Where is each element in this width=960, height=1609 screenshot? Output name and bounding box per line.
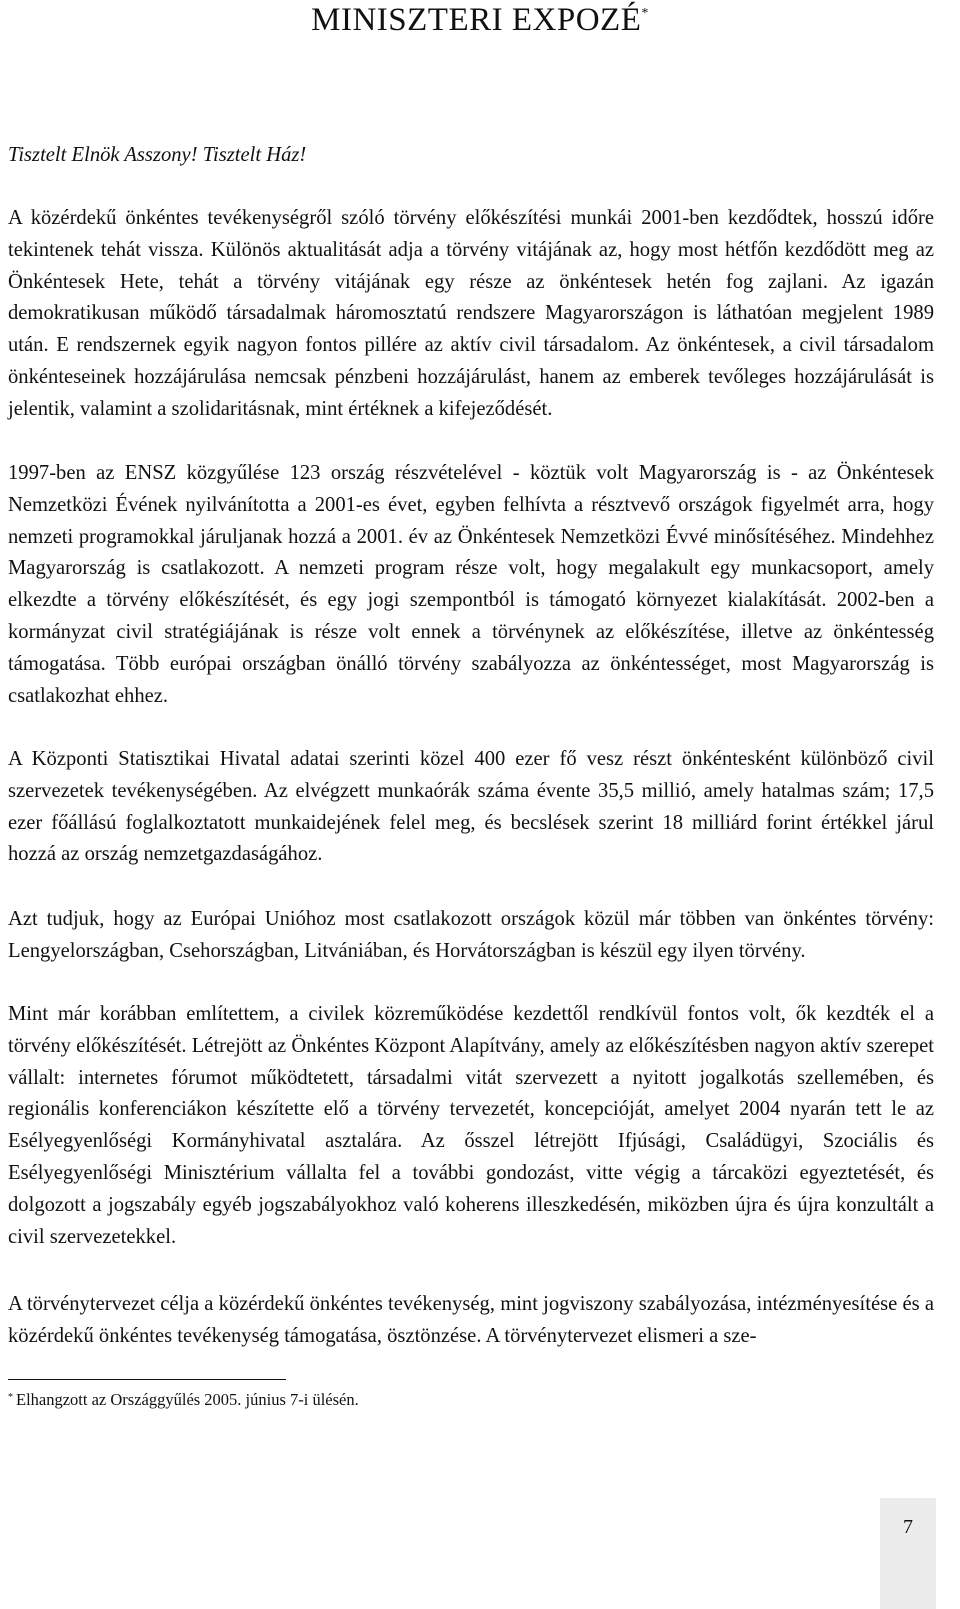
paragraph-5: Mint már korábban említettem, a civilek közreműködése kezdettől rendkívül fontos volt, ők kezdték el a törvény előkészítését. Létrejött az Önkéntes Központ Alapítvány, amely az előkészítésben nagyon aktív szerepet vállalt: internetes fórumot működtetett, társadalmi vitát szervezett a nyitott jogalkotás szellemében, és regionális konferenciákon készítette elő a törvény tervezetét, koncepcióját, amelyet 2004 nyarán tett le az Esélyegyenlőségi Kormányhivatal asztalára. Az ősszel létrejött Ifjúsági, Családügyi, Szociális és Esélyegyenlőségi Minisztérium vállalta fel a további gondozást, vitte végig a tárcaközi egyeztetését, és dolgozott a jogszabály egyéb jogszabályokhoz való koherens illeszkedésén, miközben újra és újra konzultált a civil szervezetekkel. <box>8 1003 934 1248</box>
footnote-reference-marker: * <box>641 6 649 21</box>
paragraph-2: 1997-ben az ENSZ közgyűlése 123 ország részvételével - köztük volt Magyarország is - az Önkéntesek Nemzetközi Évének nyilvánította a 2001-es évet, egyben felhívta a résztvevő országok figyelmét arra, hogy nemzeti programokkal járuljanak hozzá a 2001. év az Önkéntesek Nemzetközi Évvé minősítéséhez. Mindehhez Magyarország is csatlakozott. A nemzeti program része volt, hogy megalakult egy munkacsoport, amely elkezdte a törvény előkészítését, és egy jogi szempontból is támogató környezet kialakítását. 2002-ben a kormányzat civil stratégiájának is része volt ennek a törvénynek az előkészítése, illetve az önkéntesség támogatása. Több európai országban önálló törvény szabályozza az önkéntességet, most Magyarország is csatlakozhat ehhez. <box>8 462 934 707</box>
footnote <box>8 1388 359 1412</box>
paragraph-4: Azt tudjuk, hogy az Európai Unióhoz most csatlakozott országok közül már többen van önkéntes törvény: Lengyelországban, Csehországban, Litvániában, és Horvátországban is készül egy ilyen törvény. <box>8 908 934 962</box>
page-number: 7 <box>903 1516 913 1538</box>
footnote-divider <box>8 1379 286 1380</box>
footnote-text: Elhangzott az Országgyűlés 2005. június 7-i ülésén. <box>16 1390 359 1409</box>
paragraph-3: A Központi Statisztikai Hivatal adatai szerinti közel 400 ezer fő vesz részt önkéntesként különböző civil szervezetek tevékenységében. Az elvégzett munkaórák száma évente 35,5 millió, amely hatalmas szám; 17,5 ezer főállású foglalkoztatott munkaidejének felel meg, és becslések szerint 18 milliárd forint értékkel járul hozzá az ország nemzetgazdaságához. <box>8 748 934 866</box>
page-number-box <box>880 1498 936 1609</box>
page-title-text: MINISZTERI EXPOZÉ <box>311 2 642 38</box>
paragraph-1: A közérdekű önkéntes tevékenységről szóló törvény előkészítési munkái 2001-ben kezdődtek, hosszú időre tekintenek tehát vissza. Különös aktualitását adja a törvény vitájának az, hogy most hétfőn kezdődött meg az Önkéntesek Hete, tehát a törvény vitájának egy része az önkéntesek hetén fog zajlani. Az igazán demokratikusan működő társadalmak háromosztatú rendszere Magyarországon is láthatóan megjelent 1989 után. E rendszernek egyik nagyon fontos pillére az aktív civil társadalom. Az önkéntesek, a civil társadalom önkénteseinek hozzájárulása nemcsak pénzbeni hozzájárulást, hanem az emberek tevőleges hozzájárulását is jelentik, valamint a szolidaritásnak, mint értéknek a kifejeződését. <box>8 207 934 420</box>
footnote-marker: * <box>8 1392 13 1403</box>
paragraph-6: A törvénytervezet célja a közérdekű önkéntes tevékenység, mint jogviszony szabályozása, intézményesítése és a közérdekű önkéntes tevékenység támogatása, ösztönzése. A törvénytervezet elismeri a sze- <box>8 1293 934 1347</box>
salutation: Tisztelt Elnök Asszony! Tisztelt Ház! <box>8 144 307 166</box>
page-title <box>0 2 960 39</box>
